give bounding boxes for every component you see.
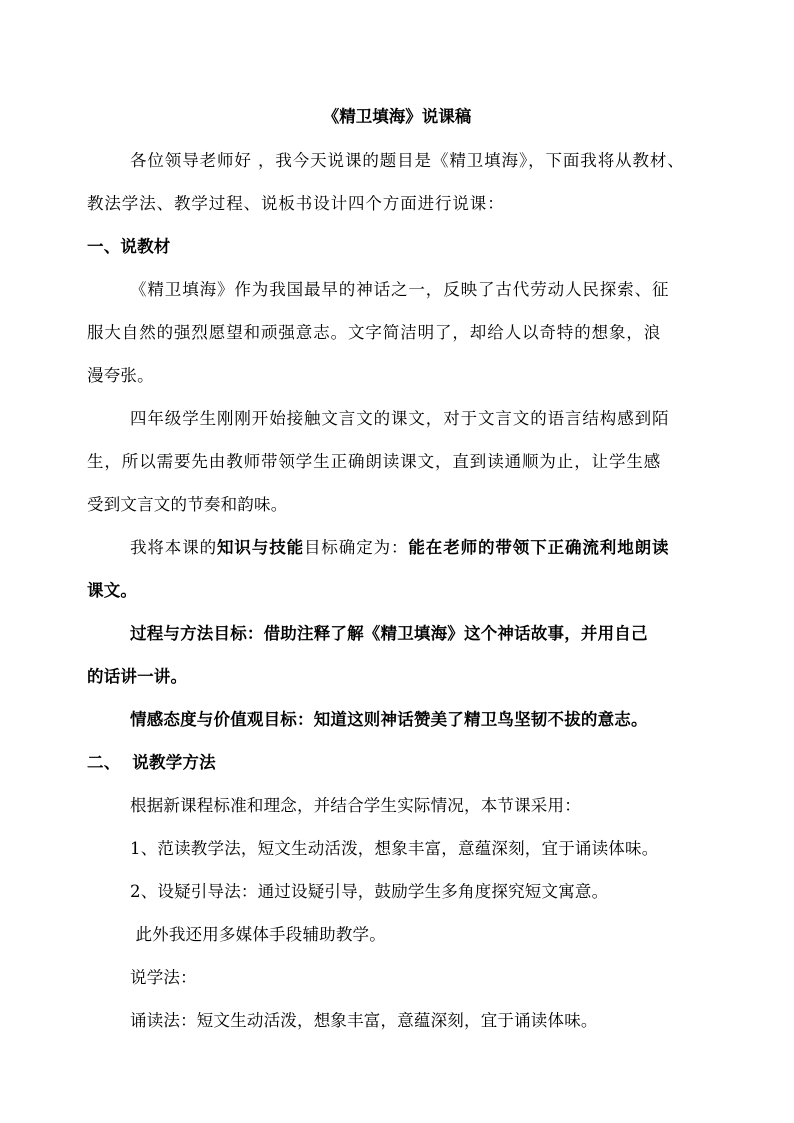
goal-3-line-1: 情感态度与价值观目标：知道这则神话赞美了精卫鸟坚韧不拔的意志。 (130, 710, 648, 729)
goal-2-line-1: 过程与方法目标：借助注释了解《精卫填海》这个神话故事，并用自己 (130, 624, 648, 643)
document-title: 《精卫填海》说课稿 (322, 107, 472, 126)
study-method-heading: 说学法： (130, 968, 197, 987)
section-2-para-2: 此外我还用多媒体手段辅助教学。 (130, 925, 386, 944)
goal-1-label: 知识与技能 (217, 538, 304, 557)
section-1-para-2-line-1: 四年级学生刚刚开始接触文言文的课文，对于文言文的语言结构感到陌 (130, 409, 670, 428)
intro-line-1: 各位领导老师好 ，我今天说课的题目是《精卫填海》，下面我将从教材、 (130, 151, 685, 170)
section-1-para-1-line-1: 《精卫填海》作为我国最早的神话之一，反映了古代劳动人民探索、征 (130, 280, 670, 299)
section-2-heading: 二、 说教学方法 (87, 753, 216, 772)
goal-1-line-1 (130, 537, 669, 559)
section-1-heading: 一、说教材 (87, 237, 171, 256)
section-1-para-1-line-2: 服大自然的强烈愿望和顽强意志。文字简洁明了，却给人以奇特的想象，浪 (87, 323, 662, 342)
intro-line-2: 教法学法、教学过程、说板书设计四个方面进行说课： (87, 194, 505, 213)
section-1-para-2-line-3: 受到文言文的节奏和韵味。 (87, 495, 288, 514)
goal-1-content: 能在老师的带领下正确流利地朗读 (408, 538, 670, 557)
goal-1-middle: 目标确定为： (304, 538, 409, 557)
section-1-para-2-line-2: 生，所以需要先由教师带领学生正确朗读课文，直到读通顺为止，让学生感 (87, 452, 662, 471)
section-2-para-1: 根据新课程标准和理念，并结合学生实际情况，本节课采用： (130, 796, 581, 815)
goal-1-prefix: 我将本课的 (130, 538, 217, 557)
goal-1-line-2: 课文。 (87, 581, 138, 600)
method-item-2: 2、设疑引导法：通过设疑引导，鼓励学生多角度探究短文寓意。 (130, 882, 609, 901)
goal-2-line-2: 的话讲一讲。 (87, 667, 188, 686)
section-1-para-1-line-3: 漫夸张。 (87, 366, 154, 385)
study-method-item-1: 诵读法：短文生动活泼，想象丰富，意蕴深刻，宜于诵读体味。 (130, 1011, 598, 1030)
method-item-1: 1、范读教学法，短文生动活泼，想象丰富，意蕴深刻，宜于诵读体味。 (130, 839, 659, 858)
